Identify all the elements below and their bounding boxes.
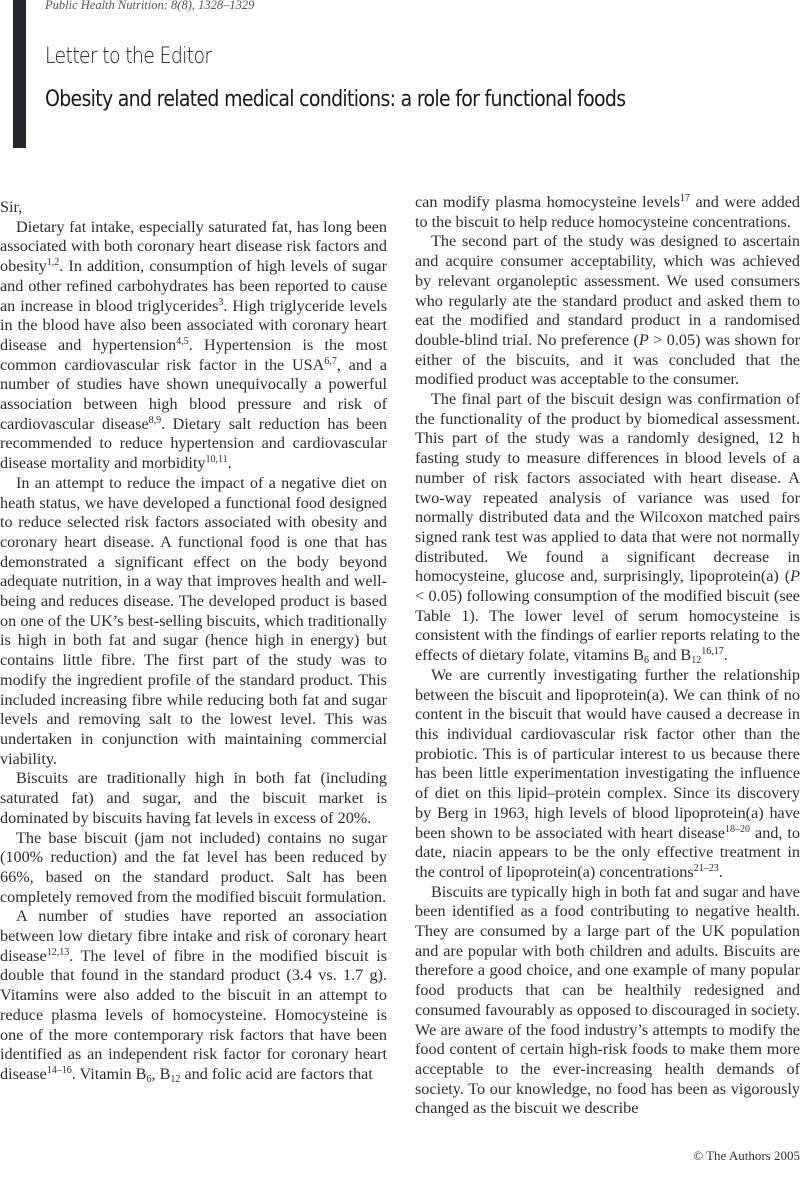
- paragraph: Biscuits are traditionally high in both fat (including saturated fat) and sugar, and the biscuit market is dominated by biscuits having fat levels in excess of 20%.: [0, 769, 387, 827]
- citation-ref: 16,17: [701, 646, 724, 658]
- journal-citation: Public Health Nutrition: 8(8), 1328–1329: [45, 0, 255, 12]
- paragraph: Dietary fat intake, especially saturated fat, has long been associated with both coronary heart disease risk factors and obesity$^{1,2}$. In addition, consumption of high levels of sugar and other refined carbohydrates has been reported to cause an increase in blood triglycerides$^3$. High triglyceride levels in the blood have also been associated with coronary heart disease and hypertension$^{4,5}$. Hypertension is the most common cardiovascular risk factor in the USA$^{6,7}$, and a number of studies have shown unequivocally a powerful association between high blood pressure and risk of cardiovascular disease$^{8,9}$. Dietary salt reduction has been recommended to reduce hypertension and cardiovascular disease mortality and morbidity$^{10,11}$.: [0, 217, 388, 473]
- citation-ref: 6,7: [324, 355, 337, 367]
- citation-ref: 8,9: [148, 414, 162, 426]
- citation-ref: 1,2: [46, 257, 60, 269]
- paragraph: Biscuits are typically high in both fat and sugar and have been identified as a food contributing to negative health. They are consumed by a large part of the UK population and are popular with both children and adults. Biscuits are therefore a good choice, and one example of many popular food products that can be healthily redesigned and consumed favourably as opposed to discouraged in society. We are aware of the food industry’s attempts to modify the food content of certain high-risk foods to make them more acceptable to the ever-increasing health demands of society. To our knowledge, no food has been as vigorously changed as the biscuit we describe: [415, 882, 800, 1118]
- paragraph: can modify plasma homocysteine levels$^{17}$ and were added to the biscuit to help reduce homocysteine concentrations.: [415, 193, 800, 231]
- header-accent-bar: [13, 0, 26, 148]
- salutation: Sir,: [0, 198, 23, 216]
- citation-ref: 4,5: [176, 335, 189, 347]
- citation-ref: 21–23: [693, 862, 719, 874]
- citation-ref: 17: [679, 193, 690, 204]
- article-title: Obesity and related medical conditions: a role for functional foods: [45, 87, 626, 112]
- left-column: [0, 198, 387, 1085]
- right-column: [415, 193, 800, 1119]
- paragraph: A number of studies have reported an association between low dietary fibre intake and risk of coronary heart disease$^{12,13}$. The level of fibre in the modified biscuit is double that found in the standard product (3.4 vs. 1.7 g). Vitamins were also added to the biscuit in an attempt to reduce plasma levels of homocysteine. Homocysteine is one of the more contemporary risk factors that have been identified as an independent risk factor for coronary heart disease$^{14-16}$. Vitamin $B_6$, $B_{12}$ and folic acid are factors that: [0, 907, 387, 1085]
- paragraph: We are currently investigating further the relationship between the biscuit and lipoprotein(a). We can think of no content in the biscuit that would have caused a decrease in this individual cardiovascular risk factor other than the probiotic. This is of particular interest to us because there has been little experimentation investigating the influence of diet on this lipid–protein complex. Since its discovery by Berg in 1963, high levels of blood lipoprotein(a) have been shown to be associated with heart disease$^{18-20}$ and, to date, niacin appears to be the only effective treatment in the control of lipoprotein(a) concentrations$^{21-23}$.: [415, 665, 800, 881]
- citation-ref: 3: [218, 296, 224, 308]
- paragraph: The final part of the biscuit design was confirmation of the functionality of the product by biomedical assessment. This part of the study was a randomly designed, 12 h fasting study to measure differences in blood levels of a number of risk factors associated with heart disease. A two-way repeated analysis of variance was used for normally distributed data and the Wilcoxon matched pairs signed rank test was applied to data that were not normally distributed. We found a significant decrease in homocysteine, glucose and, surprisingly, lipoprotein(a) (P < 0.05) following consumption of the modified biscuit (see Table 1). The lower level of serum homocysteine is consistent with the findings of earlier reports relating to the effects of dietary folate, vitamins $B_6$ and $B_{12}^{16,17}$.: [415, 390, 800, 667]
- citation-ref: 12,13: [46, 946, 70, 958]
- citation-ref: 14–16: [46, 1064, 72, 1076]
- citation-ref: 18–20: [725, 823, 751, 835]
- paragraph: The base biscuit (jam not included) contains no sugar (100% reduction) and the fat level has been reduced by 66%, based on the standard product. Salt has been completely removed from the modified biscuit formulation.: [0, 828, 387, 906]
- copyright-notice: © The Authors 2005: [693, 1148, 800, 1163]
- paragraph: The second part of the study was designed to ascertain and acquire consumer acceptability, which was achieved by relevant organoleptic assessment. We used consumers who regularly ate the standard product and asked them to eat the modified and standard product in a randomised double-blind trial. No preference (P > 0.05) was shown for either of the biscuits, and it was concluded that the modified product was acceptable to the consumer.: [415, 232, 800, 389]
- citation-ref: 10,11: [205, 454, 228, 466]
- section-heading: Letter to the Editor: [45, 44, 212, 69]
- paragraph: In an attempt to reduce the impact of a negative diet on heath status, we have developed a functional food designed to reduce selected risk factors associated with obesity and coronary heart disease. A functional food is one that has demonstrated a significant effect on the body beyond adequate nutrition, in a way that improves health and well-being and reduces disease. The developed product is based on one of the UK’s best-selling biscuits, which traditionally is high in both fat and sugar (hence high in energy) but contains little fibre. The first part of the study was to modify the ingredient profile of the standard product. This included increasing fibre while reducing both fat and sugar levels and removing salt to the lowest level. This was undertaken in conjunction with maintaining commercial viability.: [0, 473, 387, 768]
